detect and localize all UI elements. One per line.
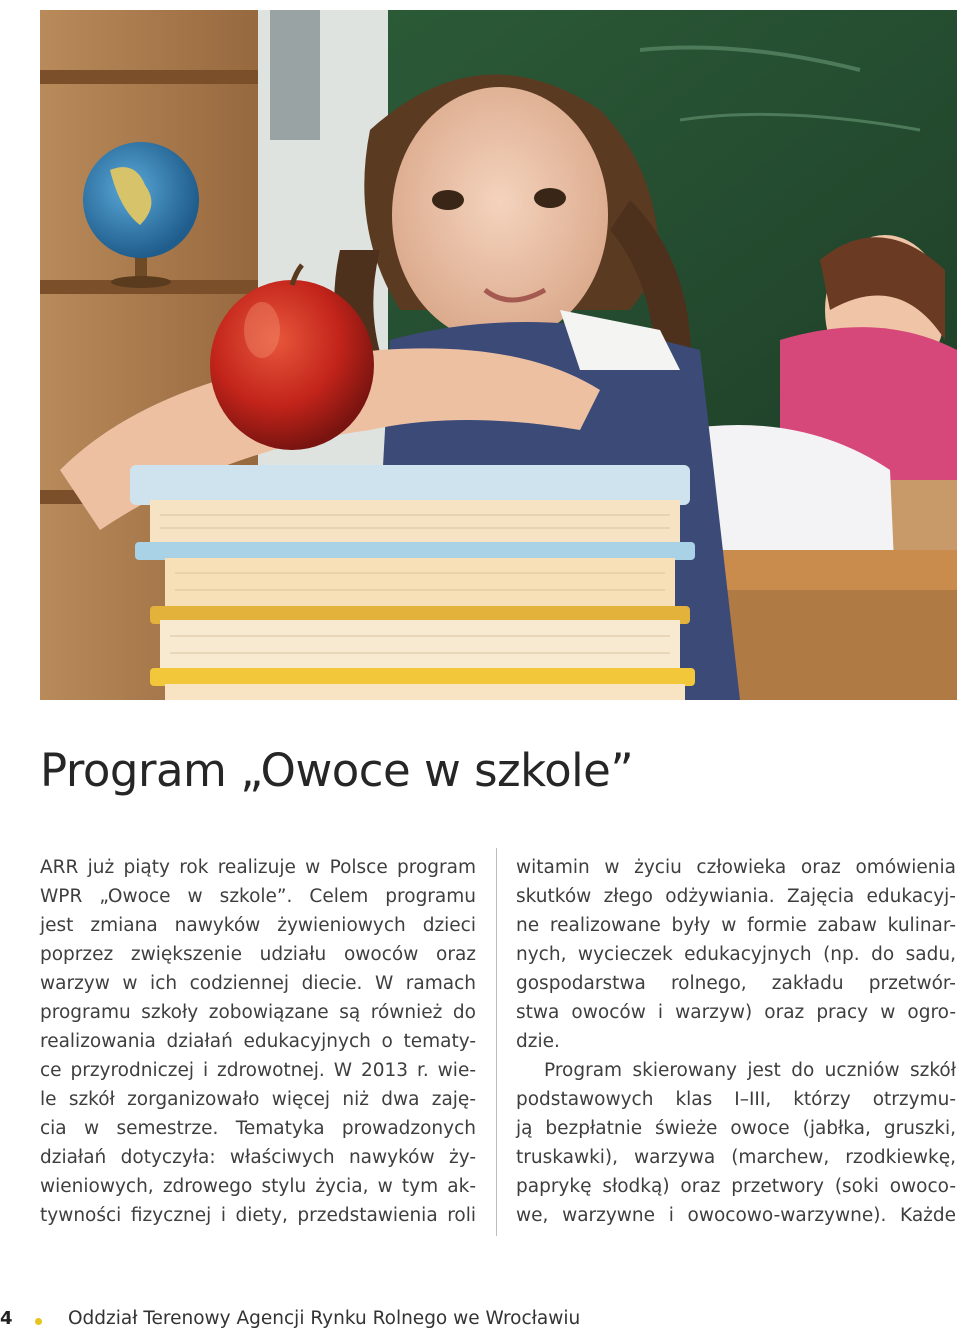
paragraph-line: wieniowych, zdrowego stylu życia, w tym ak- [40, 1176, 476, 1197]
text-column-left [40, 853, 476, 1230]
paragraph-line: ARR już piąty rok realizuje w Polsce program [40, 857, 476, 878]
paragraph-line: gospodarstwa rolnego, zakładu przetwór- [516, 973, 956, 994]
paragraph-line: WPR „Owoce w szkole”. Celem programu [40, 886, 476, 907]
girl-with-apple-and-books-image [40, 10, 957, 700]
page-footer [0, 1306, 960, 1336]
paragraph-line: truskawki), warzywa (marchew, rzodkiewkę, [516, 1147, 956, 1168]
paragraph-line: Program skierowany jest do uczniów szkół [544, 1060, 956, 1081]
text-column-right [516, 853, 956, 1230]
paragraph-line: skutków złego odżywiania. Zajęcia edukacyj- [516, 886, 956, 907]
paragraph-line: witamin w życiu człowieka oraz omówienia [516, 857, 956, 878]
paragraph-line: le szkół zorganizowało więcej niż dwa zaję- [40, 1089, 476, 1110]
paragraph-line: realizowania działań edukacyjnych o tematy- [40, 1031, 476, 1052]
paragraph-line: dzie. [516, 1031, 560, 1052]
paragraph-line: we, warzywne i owocowo-warzywne). Każde [516, 1205, 956, 1226]
paragraph-line: poprzez zwiększenie udziału owoców oraz [40, 944, 476, 965]
bullet-dot-icon [35, 1318, 42, 1325]
paragraph-line: podstawowych klas I–III, którzy otrzymu- [516, 1089, 956, 1110]
paragraph-line: działań dotyczyła: właściwych nawyków ży- [40, 1147, 476, 1168]
paragraph-line: ją bezpłatnie świeże owoce (jabłka, gruszki, [516, 1118, 956, 1139]
paragraph-line: ne realizowane były w formie zabaw kulinar- [516, 915, 956, 936]
paragraph-line: stwa owoców i warzyw) oraz pracy w ogro- [516, 1002, 956, 1023]
footer-publisher: Oddział Terenowy Agencji Rynku Rolnego we Wrocławiu [68, 1308, 581, 1329]
paragraph-line: cia w semestrze. Tematyka prowadzonych [40, 1118, 476, 1139]
page-title: Program „Owoce w szkole” [40, 744, 634, 797]
page-number: 4 [0, 1308, 13, 1329]
column-divider [496, 848, 497, 1236]
paragraph-line: jest zmiana nawyków żywieniowych dzieci [40, 915, 476, 936]
paragraph-line: warzyw w ich codziennej diecie. W ramach [40, 973, 476, 994]
hero-photo [40, 10, 957, 700]
paragraph-line: paprykę słodką) oraz przetwory (soki owoco- [516, 1176, 956, 1197]
paragraph-line: programu szkoły zobowiązane są również do [40, 1002, 476, 1023]
paragraph-line: ce przyrodniczej i zdrowotnej. W 2013 r. wie- [40, 1060, 476, 1081]
paragraph-line: tywności fizycznej i diety, przedstawienia roli [40, 1205, 476, 1226]
paragraph-line: nych, wycieczek edukacyjnych (np. do sadu, [516, 944, 956, 965]
